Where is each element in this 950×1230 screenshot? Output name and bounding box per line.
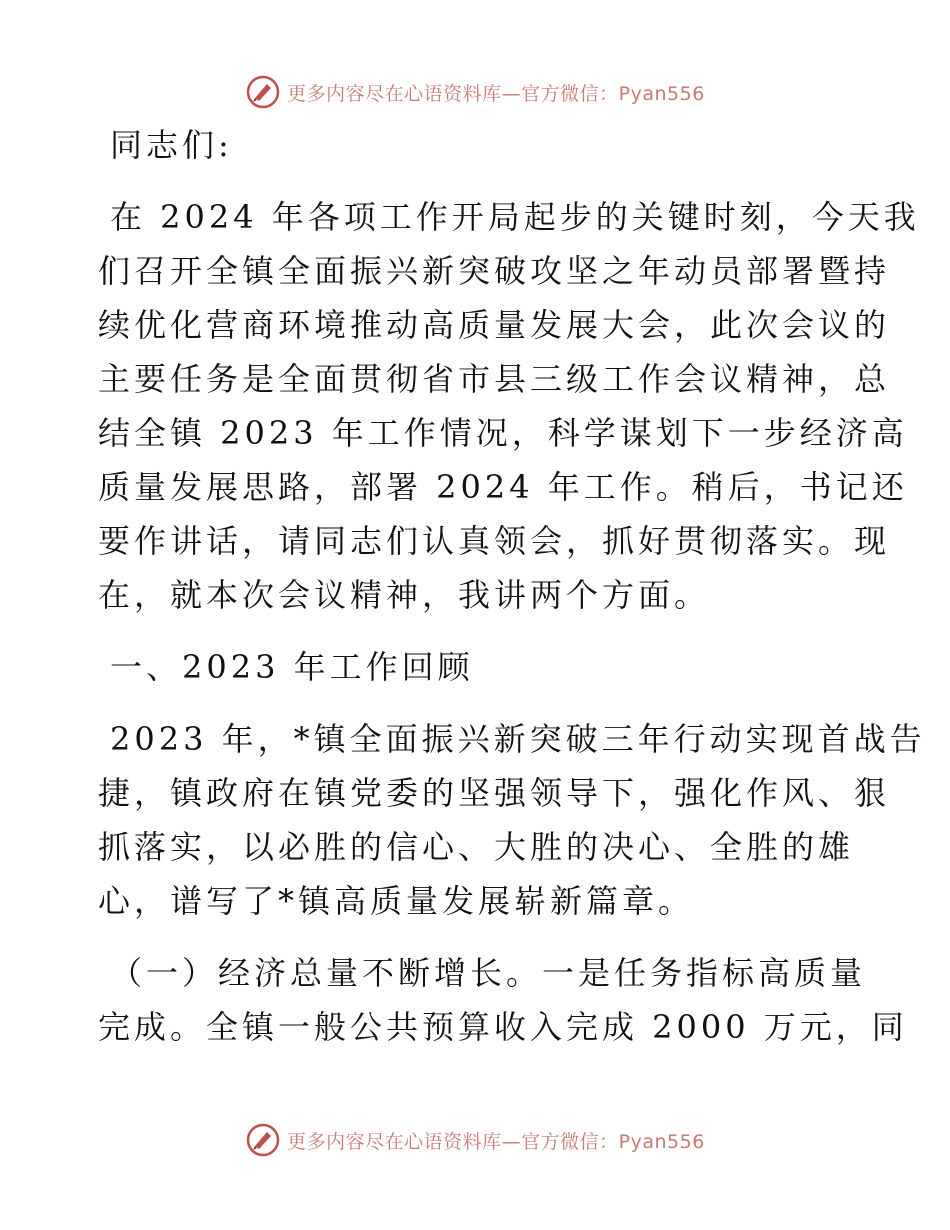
paragraph-line: 抓落实，以必胜的信心、大胜的决心、全胜的雄 — [98, 828, 855, 866]
paragraph-line: 续优化营商环境推动高质量发展大会，此次会议的 — [98, 306, 891, 344]
watermark-header — [0, 72, 950, 112]
paragraph-line: （一）经济总量不断增长。一是任务指标高质量 — [110, 954, 867, 992]
paragraph-line: 们召开全镇全面振兴新突破攻坚之年动员部署暨持 — [98, 252, 891, 290]
paragraph-line: 结全镇 2023 年工作情况，科学谋划下一步经济高 — [98, 414, 908, 452]
paragraph-line: 要作讲话，请同志们认真领会，抓好贯彻落实。现 — [98, 522, 891, 560]
paragraph-line: 完成。全镇一般公共预算收入完成 2000 万元，同 — [98, 1008, 908, 1046]
watermark-text: 更多内容尽在心语资料库—官方微信：Pyan556 — [287, 1130, 705, 1153]
section-heading: 一、2023 年工作回顾 — [110, 648, 474, 686]
watermark-text: 更多内容尽在心语资料库—官方微信：Pyan556 — [287, 82, 705, 105]
document-body — [98, 118, 926, 1054]
paragraph-line: 在，就本次会议精神，我讲两个方面。 — [98, 576, 711, 614]
paragraph-economy — [98, 946, 908, 1054]
paragraph-line: 捷，镇政府在镇党委的坚强领导下，强化作风、狠 — [98, 774, 891, 812]
paragraph-review — [98, 712, 926, 928]
paragraph-line: 2023 年，*镇全面振兴新突破三年行动实现首战告 — [110, 720, 926, 758]
paragraph-opening — [98, 190, 920, 622]
paragraph-line: 主要任务是全面贯彻省市县三级工作会议精神，总 — [98, 360, 891, 398]
paragraph-line: 心，谱写了*镇高质量发展崭新篇章。 — [98, 882, 695, 920]
salutation: 同志们: — [110, 126, 233, 164]
paragraph-line: 在 2024 年各项工作开局起步的关键时刻，今天我 — [110, 198, 920, 236]
paragraph-line: 质量发展思路，部署 2024 年工作。稍后，书记还 — [98, 468, 908, 506]
watermark-footer — [0, 1120, 950, 1160]
pen-seal-icon — [245, 74, 281, 110]
pen-seal-icon — [245, 1122, 281, 1158]
